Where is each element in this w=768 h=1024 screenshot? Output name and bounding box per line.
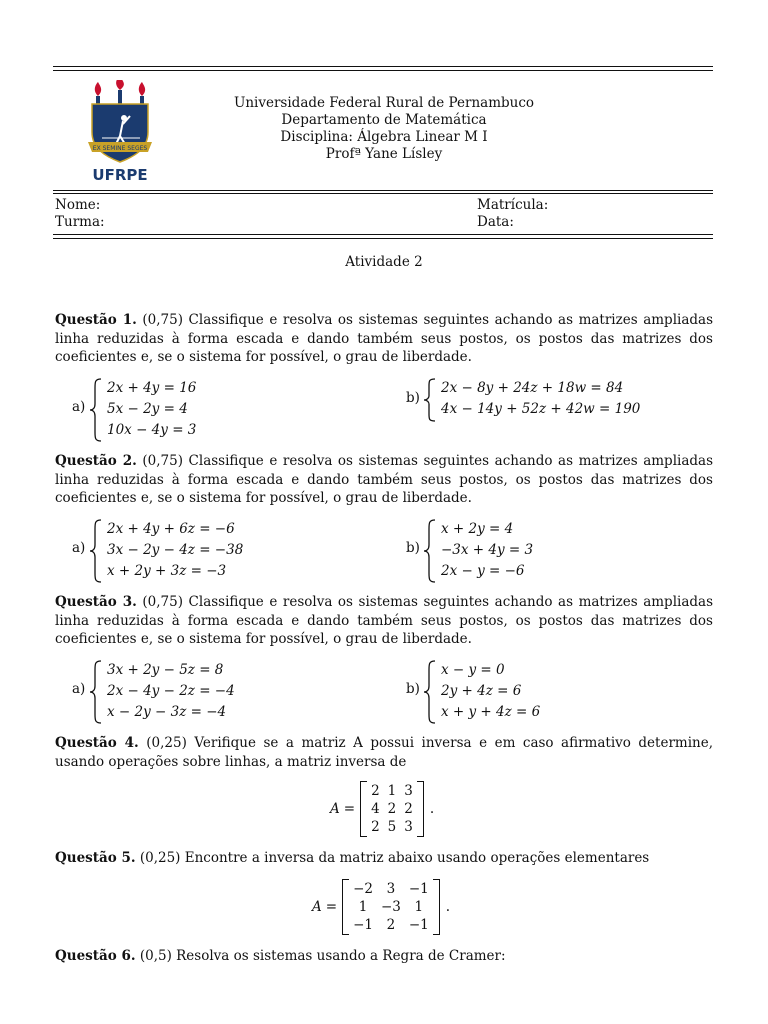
equation: 2x − 4y − 2z = −4 <box>107 683 235 699</box>
matricula-label: Matrícula: <box>477 197 549 213</box>
matrix-cell: 1 <box>414 899 424 915</box>
matrix-name: A <box>330 801 340 817</box>
matrix-name: A <box>312 899 322 915</box>
system-1b <box>406 378 706 422</box>
matrix-cell: 1 <box>387 783 397 799</box>
question-1 <box>55 311 713 367</box>
matrix-cell: 4 <box>371 801 380 817</box>
system-3b <box>406 660 626 724</box>
matrix-cell: 5 <box>387 819 397 835</box>
question-6-text: (0,5) Resolva os sistemas usando a Regra de Cramer: <box>139 948 506 964</box>
system-3a <box>72 660 332 724</box>
question-3-head: Questão 3. <box>55 594 137 610</box>
equation: 4x − 14y + 52z + 42w = 190 <box>441 401 641 417</box>
question-4 <box>55 734 713 771</box>
question-5 <box>55 849 713 868</box>
matrix-cell: −3 <box>380 899 401 915</box>
equation: x + 2y + 3z = −3 <box>107 563 227 579</box>
data-label: Data: <box>477 214 514 230</box>
matrix-cell: 1 <box>358 899 368 915</box>
matrix-cell: 2 <box>404 801 413 817</box>
equation: 2x − y = −6 <box>441 563 525 579</box>
system-2a <box>72 519 332 583</box>
question-5-text: (0,25) Encontre a inversa da matriz abaixo usando operações elementares <box>139 850 650 866</box>
matrix-q4: A = 2 1 3 4 2 2 2 5 3 . <box>330 783 435 835</box>
question-2-head: Questão 2. <box>55 453 137 469</box>
question-6 <box>55 947 713 966</box>
svg-text:UFRPE: UFRPE <box>92 166 148 184</box>
equation: x − y = 0 <box>441 662 505 678</box>
left-brace-icon <box>423 519 437 583</box>
professor-name: Profª Yane Lísley <box>325 146 443 162</box>
turma-label: Turma: <box>55 214 105 230</box>
matrix-cell: −1 <box>408 917 429 933</box>
equation: −3x + 4y = 3 <box>441 542 534 558</box>
nome-label: Nome: <box>55 197 101 213</box>
question-5-head: Questão 5. <box>55 850 136 866</box>
question-1-text: (0,75) Classifique e resolva os sistemas seguintes achando as matrizes ampliadas linha reduzidas à forma escada e dando também seus postos, os postos das matrizes dos coeficientes e, se o sistema for possível, o grau de liberdade. <box>55 312 714 366</box>
equation: x + 2y = 4 <box>441 521 514 537</box>
equation: 2x + 4y + 6z = −6 <box>107 521 235 537</box>
matrix-cell: 3 <box>404 783 413 799</box>
system-2b <box>406 519 626 583</box>
equation: 2x − 8y + 24z + 18w = 84 <box>441 380 624 396</box>
system-label: a) <box>72 399 86 415</box>
matrix-cell: 2 <box>371 783 380 799</box>
system-label: a) <box>72 681 86 697</box>
question-4-head: Questão 4. <box>55 735 139 751</box>
matrix-cell: 3 <box>386 881 396 897</box>
question-3 <box>55 593 713 649</box>
left-brace-icon <box>423 378 437 422</box>
equation: x − 2y − 3z = −4 <box>107 704 227 720</box>
matrix-cell: 2 <box>386 917 396 933</box>
question-2-text: (0,75) Classifique e resolva os sistemas seguintes achando as matrizes ampliadas linha reduzidas à forma escada e dando também seus postos, os postos das matrizes dos coeficientes e, se o sistema for possível, o grau de liberdade. <box>55 453 714 507</box>
matrix-cell: 2 <box>371 819 380 835</box>
equation: 5x − 2y = 4 <box>107 401 188 417</box>
equation: 2x + 4y = 16 <box>107 380 197 396</box>
system-label: a) <box>72 540 86 556</box>
left-brace-icon <box>89 378 103 442</box>
system-label: b) <box>406 681 420 697</box>
department-name: Departamento de Matemática <box>281 112 487 128</box>
left-brace-icon <box>423 660 437 724</box>
matrix-q5: A = −2 3 −1 1 −3 1 −1 2 −1 . <box>312 881 451 933</box>
matrix-cell: −1 <box>408 881 429 897</box>
system-label: b) <box>406 540 420 556</box>
system-label: b) <box>406 390 420 406</box>
equation: 3x + 2y − 5z = 8 <box>107 662 224 678</box>
question-1-head: Questão 1. <box>55 312 137 328</box>
matrix-cell: −2 <box>353 881 373 897</box>
equation: 2y + 4z = 6 <box>441 683 522 699</box>
course-name: Disciplina: Álgebra Linear M I <box>280 129 488 145</box>
system-1a <box>72 378 322 442</box>
matrix-cell: −1 <box>353 917 373 933</box>
matrix-cell: 2 <box>387 801 397 817</box>
matrix-cell: 3 <box>404 819 413 835</box>
equation: 10x − 4y = 3 <box>107 422 197 438</box>
page-title: Atividade 2 <box>345 254 423 270</box>
question-3-text: (0,75) Classifique e resolva os sistemas seguintes achando as matrizes ampliadas linha reduzidas à forma escada e dando também seus postos, os postos das matrizes dos coeficientes e, se o sistema for possível, o grau de liberdade. <box>55 594 714 648</box>
left-brace-icon <box>89 519 103 583</box>
question-6-head: Questão 6. <box>55 948 136 964</box>
left-brace-icon <box>89 660 103 724</box>
equation: x + y + 4z = 6 <box>441 704 541 720</box>
question-4-text: (0,25) Verifique se a matriz A possui inversa e em caso afirmativo determine, usando operações sobre linhas, a matriz inversa de <box>55 735 714 770</box>
equation: 3x − 2y − 4z = −38 <box>107 542 244 558</box>
question-2 <box>55 452 713 508</box>
svg-text:EX SEMINE SEGES: EX SEMINE SEGES <box>92 145 148 152</box>
university-name: Universidade Federal Rural de Pernambuco <box>233 95 535 111</box>
